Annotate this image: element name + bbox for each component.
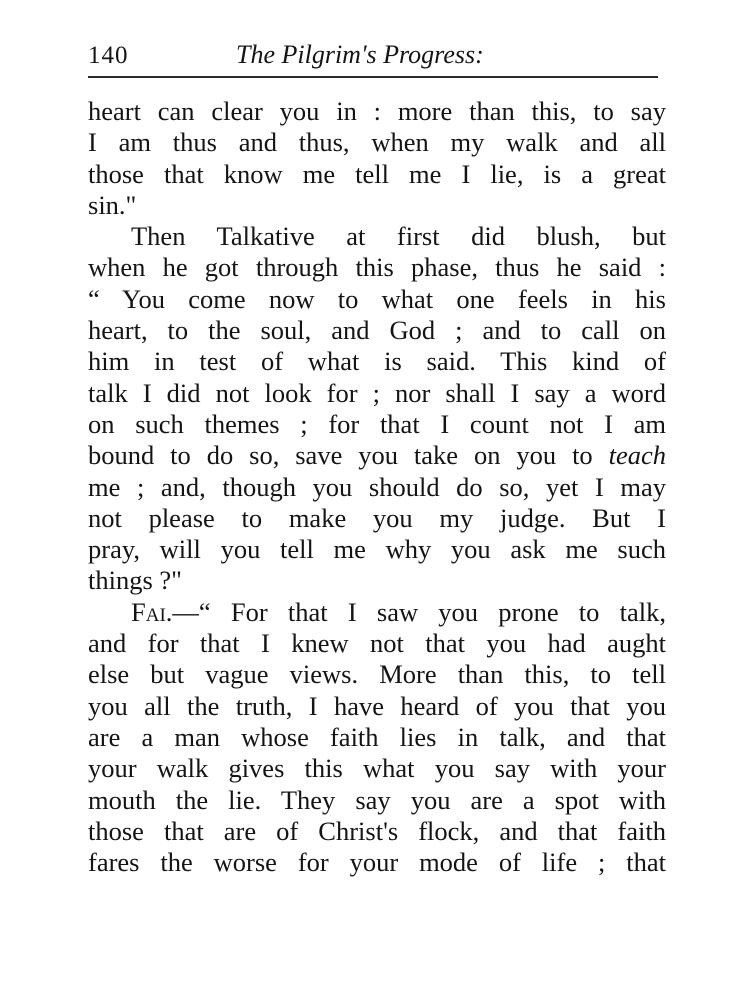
text-line: Then Talkative at first did blush, but xyxy=(131,221,666,252)
text-line: I am thus and thus, when my walk and all xyxy=(88,127,666,158)
page-number: 140 xyxy=(88,42,129,69)
text-line: and for that I knew not that you had aught xyxy=(88,628,666,659)
text-line: me ; and, though you should do so, yet I may xyxy=(88,471,666,502)
text-line: else but vague views. More than this, to tell xyxy=(88,659,666,690)
text-line: heart can clear you in : more than this, to say xyxy=(88,96,666,126)
text-line: those that are of Christ's flock, and that faith xyxy=(88,815,666,846)
text-line: not please to make you my judge. But I xyxy=(88,502,666,533)
text-line: on such themes ; for that I count not I am xyxy=(88,408,666,439)
header-rule xyxy=(88,76,658,78)
text-line: pray, will you tell me why you ask me such xyxy=(88,534,666,565)
text-line: him in test of what is said. This kind of xyxy=(88,346,666,377)
text-line: talk I did not look for ; nor shall I say a word xyxy=(88,377,666,408)
text-line-segment: —“ For that I saw you prone to talk, xyxy=(172,596,666,627)
text-line: “ You come now to what one feels in his xyxy=(88,283,666,314)
body-text xyxy=(88,96,666,878)
text-line: heart, to the soul, and God ; and to call on xyxy=(88,315,666,346)
text-line: mouth the lie. They say you are a spot with xyxy=(88,784,666,815)
text-line: those that know me tell me I lie, is a great xyxy=(88,158,666,189)
text-line-segment: bound to do so, save you take on you to xyxy=(88,440,593,471)
text-line: when he got through this phase, thus he said : xyxy=(88,252,666,283)
text-line: things ?" xyxy=(88,565,182,596)
text-line: your walk gives this what you say with your xyxy=(88,753,666,784)
text-line: you all the truth, I have heard of you that you xyxy=(88,690,666,721)
running-head xyxy=(88,38,658,76)
text-line: are a man whose faith lies in talk, and that xyxy=(88,721,666,752)
text-line: fares the worse for your mode of life ; that xyxy=(88,847,666,878)
speaker-name: Fai. xyxy=(131,596,173,627)
italic-word: teach xyxy=(608,440,666,471)
text-line-with-speaker xyxy=(88,597,666,628)
text-line-with-italic xyxy=(88,440,666,471)
text-line: sin." xyxy=(88,189,137,220)
book-title: The Pilgrim's Progress: xyxy=(236,40,484,69)
